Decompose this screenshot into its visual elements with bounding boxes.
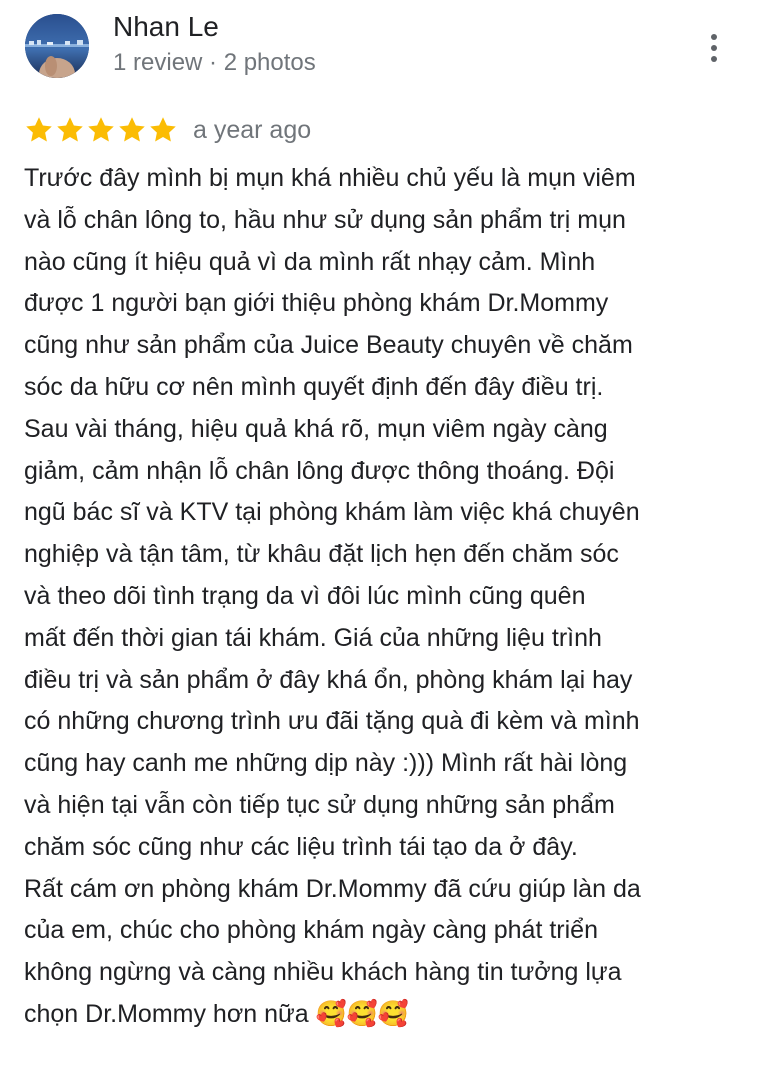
- rating-row: [24, 112, 311, 148]
- star-icon: [117, 115, 147, 145]
- review-text: Trước đây mình bị mụn khá nhiều chủ yếu là mụn viêm và lỗ chân lông to, hầu như sử dụng sản phẩm trị mụn nào cũng ít hiệu quả vì da mình rất nhạy cảm. Mình được 1 người bạn giới thiệu phòng khám Dr.Mommy cũng như sản phẩm của Juice Beauty chuyên về chăm sóc da hữu cơ nên mình quyết định đến đây điều trị. Sau vài tháng, hiệu quả khá rõ, mụn viêm ngày càng giảm, cảm nhận lỗ chân lông được thông thoáng. Đội ngũ bác sĩ và KTV tại phòng khám làm việc khá chuyên nghiệp và tận tâm, từ khâu đặt lịch hẹn đến chăm sóc và theo dõi tình trạng da vì đôi lúc mình cũng quên mất đến thời gian tái khám. Giá của những liệu trình điều trị và sản phẩm ở đây khá ổn, phòng khám lại hay có những chương trình ưu đãi tặng quà đi kèm và mình cũng hay canh me những dịp này :))) Mình rất hài lòng và hiện tại vẫn còn tiếp tục sử dụng những sản phẩm chăm sóc cũng như các liệu trình tái tạo da ở đây. Rất cám ơn phòng khám Dr.Mommy đã cứu giúp làn da của em, chúc cho phòng khám ngày càng phát triển không ngừng và càng nhiều khách hàng tin tưởng lựa chọn Dr.Mommy hơn nữa 🥰🥰🥰: [24, 164, 641, 1028]
- author-name[interactable]: Nhan Le: [113, 11, 219, 42]
- more-vertical-icon: [710, 33, 718, 63]
- review-date: a year ago: [193, 116, 312, 144]
- star-icon: [55, 115, 85, 145]
- avatar[interactable]: [25, 14, 89, 78]
- star-rating: [24, 115, 179, 145]
- star-icon: [86, 115, 116, 145]
- profile-photo-icon: [25, 14, 89, 78]
- more-options-button[interactable]: [696, 28, 732, 68]
- star-icon: [24, 115, 54, 145]
- author-meta: 1 review · 2 photos: [113, 49, 316, 76]
- review-header: [0, 0, 768, 100]
- star-icon: [148, 115, 178, 145]
